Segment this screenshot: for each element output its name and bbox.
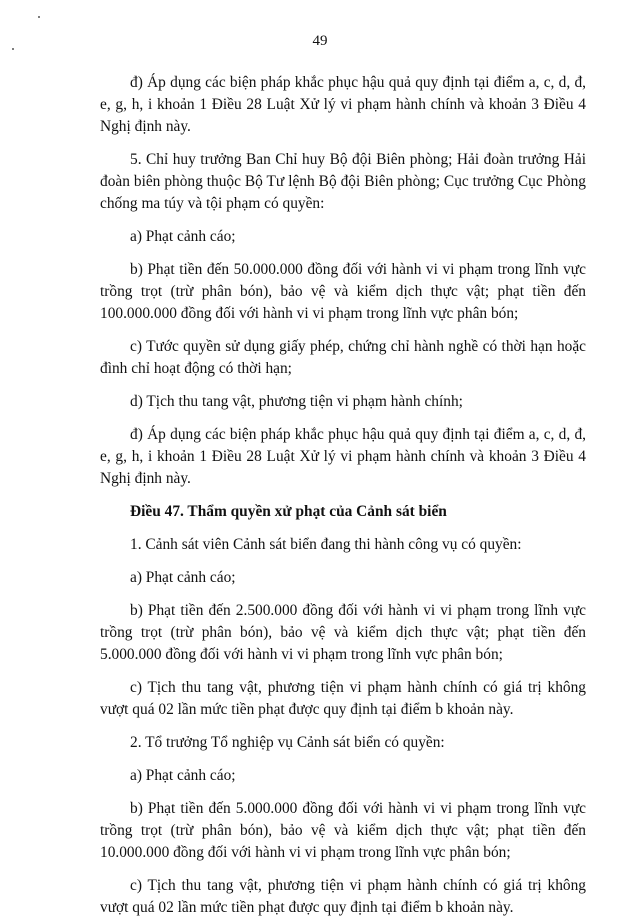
paragraph: b) Phạt tiền đến 50.000.000 đồng đối với hành vi vi phạm trong lĩnh vực trồng trọt (trừ phân bón), bảo vệ và kiểm dịch thực vật; phạt tiền đến 100.000.000 đồng đối với hành vi vi phạm trong lĩnh vực phân bón; — [100, 261, 586, 322]
paragraph: d) Tịch thu tang vật, phương tiện vi phạm hành chính; — [130, 393, 463, 410]
paragraph: 5. Chỉ huy trưởng Ban Chỉ huy Bộ đội Biên phòng; Hải đoàn trưởng Hải đoàn biên phòng thuộc Bộ Tư lệnh Bộ đội Biên phòng; Cục trưởng Cục Phòng chống ma túy và tội phạm có quyền: — [100, 151, 586, 212]
paragraph: 1. Cảnh sát viên Cảnh sát biển đang thi hành công vụ có quyền: — [130, 536, 522, 553]
paragraph: c) Tước quyền sử dụng giấy phép, chứng chỉ hành nghề có thời hạn hoặc đình chỉ hoạt động có thời hạn; — [100, 338, 586, 377]
paragraph: đ) Áp dụng các biện pháp khắc phục hậu quả quy định tại điểm a, c, d, đ, e, g, h, i khoản 1 Điều 28 Luật Xử lý vi phạm hành chính và khoản 3 Điều 4 Nghị định này. — [100, 74, 586, 135]
scan-speck — [38, 16, 40, 18]
paragraph: c) Tịch thu tang vật, phương tiện vi phạm hành chính có giá trị không vượt quá 02 lần mức tiền phạt được quy định tại điểm b khoản này. — [100, 679, 586, 718]
article-heading: Điều 47. Thẩm quyền xử phạt của Cảnh sát biển — [130, 503, 447, 520]
paragraph: a) Phạt cảnh cáo; — [130, 569, 236, 586]
paragraph: b) Phạt tiền đến 5.000.000 đồng đối với hành vi vi phạm trong lĩnh vực trồng trọt (trừ phân bón), bảo vệ và kiểm dịch thực vật; phạt tiền đến 10.000.000 đồng đối với hành vi vi phạm trong lĩnh vực phân bón; — [100, 800, 586, 861]
paragraph: 2. Tổ trưởng Tổ nghiệp vụ Cảnh sát biển có quyền: — [130, 734, 445, 751]
document-body — [100, 72, 586, 919]
scan-speck — [12, 48, 14, 50]
paragraph: a) Phạt cảnh cáo; — [130, 228, 236, 245]
paragraph: a) Phạt cảnh cáo; — [130, 767, 236, 784]
paragraph: đ) Áp dụng các biện pháp khắc phục hậu quả quy định tại điểm a, c, d, đ, e, g, h, i khoản 1 Điều 28 Luật Xử lý vi phạm hành chính và khoản 3 Điều 4 Nghị định này. — [100, 426, 586, 487]
page-number: 49 — [312, 33, 328, 49]
paragraph: c) Tịch thu tang vật, phương tiện vi phạm hành chính có giá trị không vượt quá 02 lần mức tiền phạt được quy định tại điểm b khoản này. — [100, 877, 586, 916]
paragraph: b) Phạt tiền đến 2.500.000 đồng đối với hành vi vi phạm trong lĩnh vực trồng trọt (trừ phân bón), bảo vệ và kiểm dịch thực vật; phạt tiền đến 5.000.000 đồng đối với hành vi vi phạm trong lĩnh vực phân bón; — [100, 602, 586, 663]
